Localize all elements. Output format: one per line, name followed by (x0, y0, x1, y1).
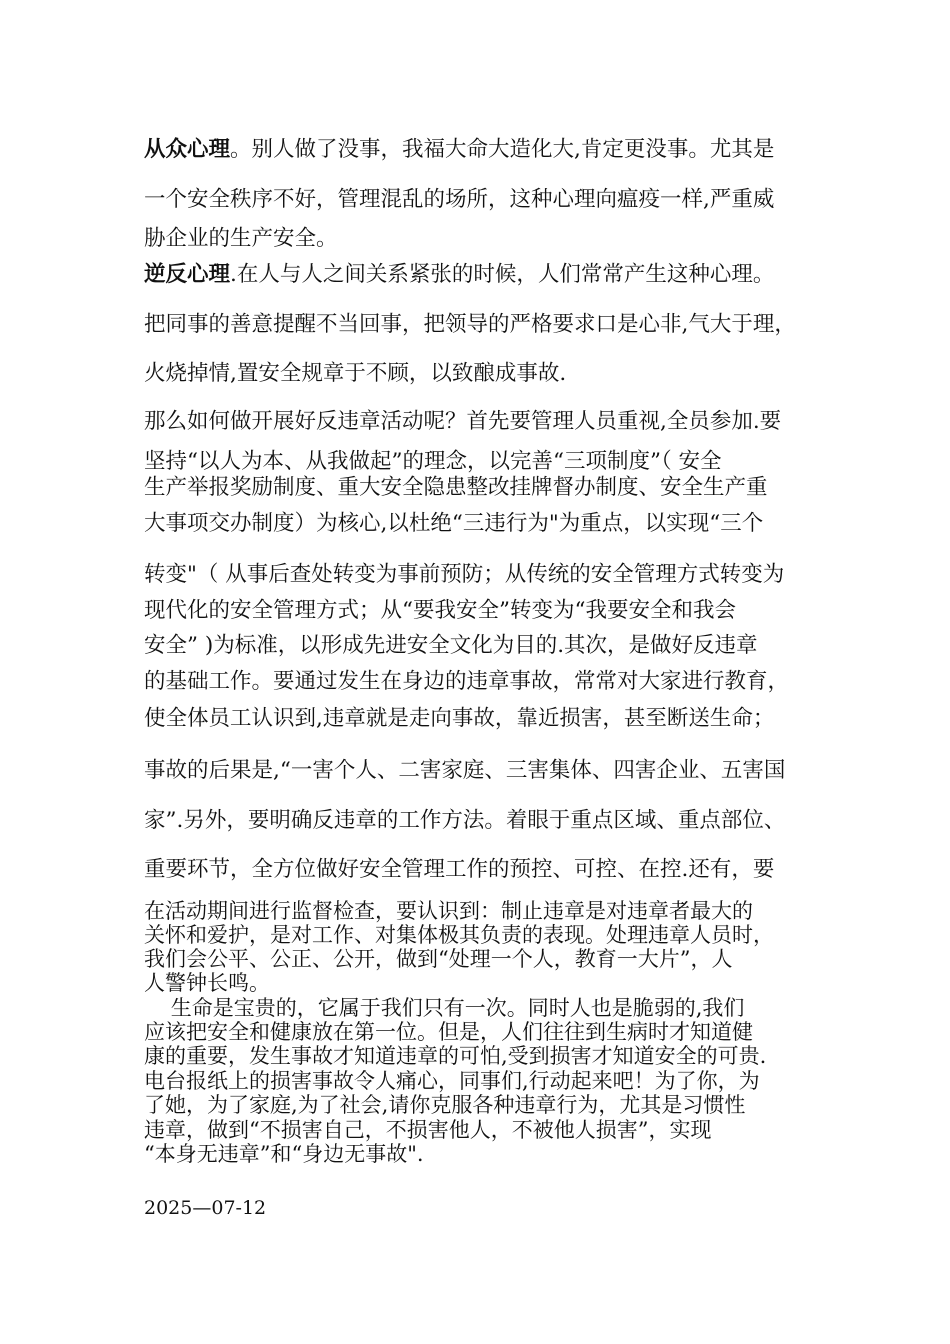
activity-line: 关怀和爱护，是对工作、对集体极其负责的表现。处理违章人员时， (144, 923, 774, 947)
rebellion-text: .在人与人之间关系紧张的时候，人们常常产生这种心理。 (230, 262, 775, 287)
activity-line: 我们会公平、公正、公开，做到“处理一个人，教育一大片”，人 (144, 947, 733, 971)
activity-line: 在活动期间进行监督检查，要认识到：制止违章是对违章者最大的 (144, 899, 753, 923)
activity-line: 的基础工作。要通过发生在身边的违章事故，常常对大家进行教育， (144, 669, 790, 694)
life-line: 违章，做到“不损害自己，不损害他人，不被他人损害”，实现 (144, 1118, 712, 1142)
activity-line: 那么如何做开展好反违章活动呢？首先要管理人员重视,全员参加.要 (144, 409, 782, 434)
life-line: 生命是宝贵的，它属于我们只有一次。同时人也是脆弱的,我们 (144, 996, 745, 1020)
activity-line: 现代化的安全管理方式；从“要我安全”转变为“我要安全和我会 (144, 598, 736, 623)
conformity-text: 。别人做了没事，我福大命大造化大,肯定更没事。尤其是 (230, 137, 775, 162)
conformity-line-1 (144, 137, 774, 163)
activity-line: 使全体员工认识到,违章就是走向事故，靠近损害，甚至断送生命； (144, 706, 775, 731)
life-line: 康的重要，发生事故才知道违章的可怕,受到损害才知道安全的可贵. (144, 1044, 767, 1068)
activity-line: 大事项交办制度）为核心,以杜绝“三违行为"为重点，以实现“三个 (144, 511, 764, 536)
activity-line: 安全” )为标准，以形成先进安全文化为目的.其次，是做好反违章 (144, 633, 758, 658)
life-line: 电台报纸上的损害事故令人痛心，同事们,行动起来吧！为了你，为 (144, 1069, 760, 1093)
life-line: 应该把安全和健康放在第一位。但是，人们往往到生病时才知道健 (144, 1020, 753, 1044)
conformity-heading: 从众心理 (144, 137, 231, 162)
life-line: “本身无违章”和“身边无事故". (144, 1142, 424, 1166)
rebellion-line-2: 把同事的善意提醒不当回事，把领导的严格要求口是心非,气大于理， (144, 312, 796, 337)
activity-line: 事故的后果是,“一害个人、二害家庭、三害集体、四害企业、五害国 (144, 758, 786, 783)
activity-line: 人警钟长鸣。 (144, 971, 270, 995)
activity-line: 家”.另外，要明确反违章的工作方法。着眼于重点区域、重点部位、 (144, 808, 786, 833)
conformity-line-2: 一个安全秩序不好，管理混乱的场所，这种心理向瘟疫一样,严重威 (144, 187, 775, 212)
life-line: 了她，为了家庭,为了社会,请你克服各种违章行为，尤其是习惯性 (144, 1093, 746, 1117)
rebellion-heading: 逆反心理 (144, 262, 231, 287)
document-date: 2025—07-12 (144, 1197, 267, 1219)
activity-line: 生产举报奖励制度、重大安全隐患整改挂牌督办制度、安全生产重 (144, 475, 768, 500)
rebellion-line-1 (144, 262, 774, 288)
activity-line: 坚持“以人为本、从我做起”的理念，以完善“三项制度”（ 安全 (144, 449, 722, 474)
rebellion-line-3: 火烧掉情,置安全规章于不顾，以致酿成事故. (144, 361, 567, 386)
activity-line: 转变"（ 从事后查处转变为事前预防；从传统的安全管理方式转变为 (144, 562, 785, 587)
conformity-line-3: 胁企业的生产安全。 (144, 226, 338, 251)
activity-line: 重要环节，全方位做好安全管理工作的预控、可控、在控.还有，要 (144, 857, 775, 882)
